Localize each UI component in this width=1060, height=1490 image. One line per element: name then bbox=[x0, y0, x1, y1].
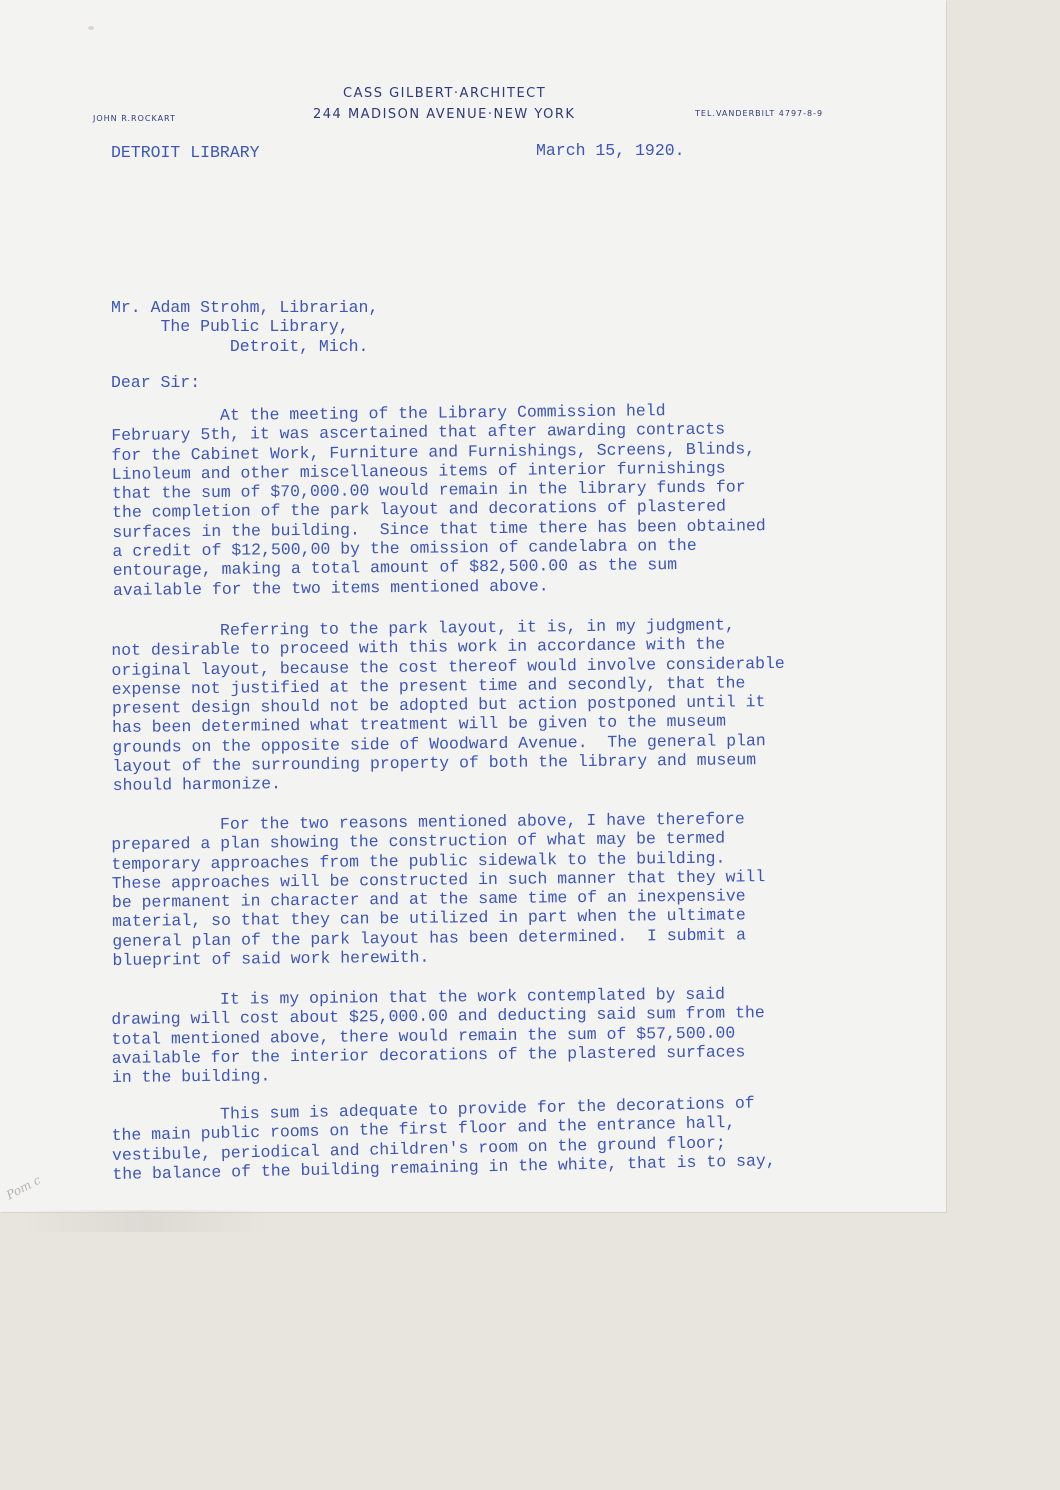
letter-date: March 15, 1920. bbox=[536, 141, 685, 160]
body-paragraph-3: For the two reasons mentioned above, I have therefore prepared a plan showing the construction of what may be termed temporary approaches from the public sidewalk to the building. These approaches will be constructed in such manner that they will be permanent in character and at the same time of an inexpensive material, so that they can be utilized in part when the ultimate general plan of the park layout has been determined. I submit a blueprint of said work herewith. bbox=[111, 809, 766, 971]
pencil-annotation: Pom c bbox=[4, 1172, 44, 1203]
paper-speck bbox=[88, 26, 94, 30]
letter-reference: DETROIT LIBRARY bbox=[111, 143, 260, 162]
body-paragraph-4: It is my opinion that the work contemplated by said drawing will cost about $25,000.00 and deducting said sum from the total mentioned above, there would remain the sum of $57,500.00 available for the interior decorations of the plastered surfaces in the building. bbox=[111, 984, 765, 1088]
body-paragraph-2: Referring to the park layout, it is, in my judgment, not desirable to proceed with this work in accordance with the original layout, because the cost thereof would involve considerable expense not justified at the present time and secondly, that the present design should not be adopted but action postponed until it has been determined what treatment will be given to the museum grounds on the opposite side of Woodward Avenue. The general plan layout of the surrounding property of both the library and museum should harmonize. bbox=[111, 615, 785, 796]
salutation: Dear Sir: bbox=[111, 373, 201, 392]
pencil-smudge bbox=[20, 1210, 270, 1232]
letterhead-associate: JOHN R.ROCKART bbox=[93, 114, 176, 123]
letterhead-address: 244 MADISON AVENUE·NEW YORK bbox=[313, 107, 576, 122]
letterhead-phone: TEL.VANDERBILT 4797-8-9 bbox=[695, 109, 824, 118]
body-paragraph-5: This sum is adequate to provide for the decorations of the main public rooms on the first floor and the entrance hall, vestibule, periodical and children's room on the ground floor; the balance of the building remaining in the white, that is to say, bbox=[111, 1093, 776, 1184]
body-paragraph-1: At the meeting of the Library Commission held February 5th, it was ascertained that after awarding contracts for the Cabinet Work, Furniture and Furnishings, Screens, Blinds, Linoleum and other miscellaneous items of interior furnishings that the sum of $70,000.00 would remain in the library funds for the completion of the park layout and decorations of plastered surfaces in the building. Since that time there has been obtained a credit of $12,500,00 by the omission of candelabra on the entourage, making a total amount of $82,500.00 as the sum available for the two items mentioned above. bbox=[111, 401, 766, 600]
recipient-address: Mr. Adam Strohm, Librarian, The Public Library, Detroit, Mich. bbox=[111, 298, 379, 356]
letterhead-firm: CASS GILBERT·ARCHITECT bbox=[343, 86, 547, 101]
